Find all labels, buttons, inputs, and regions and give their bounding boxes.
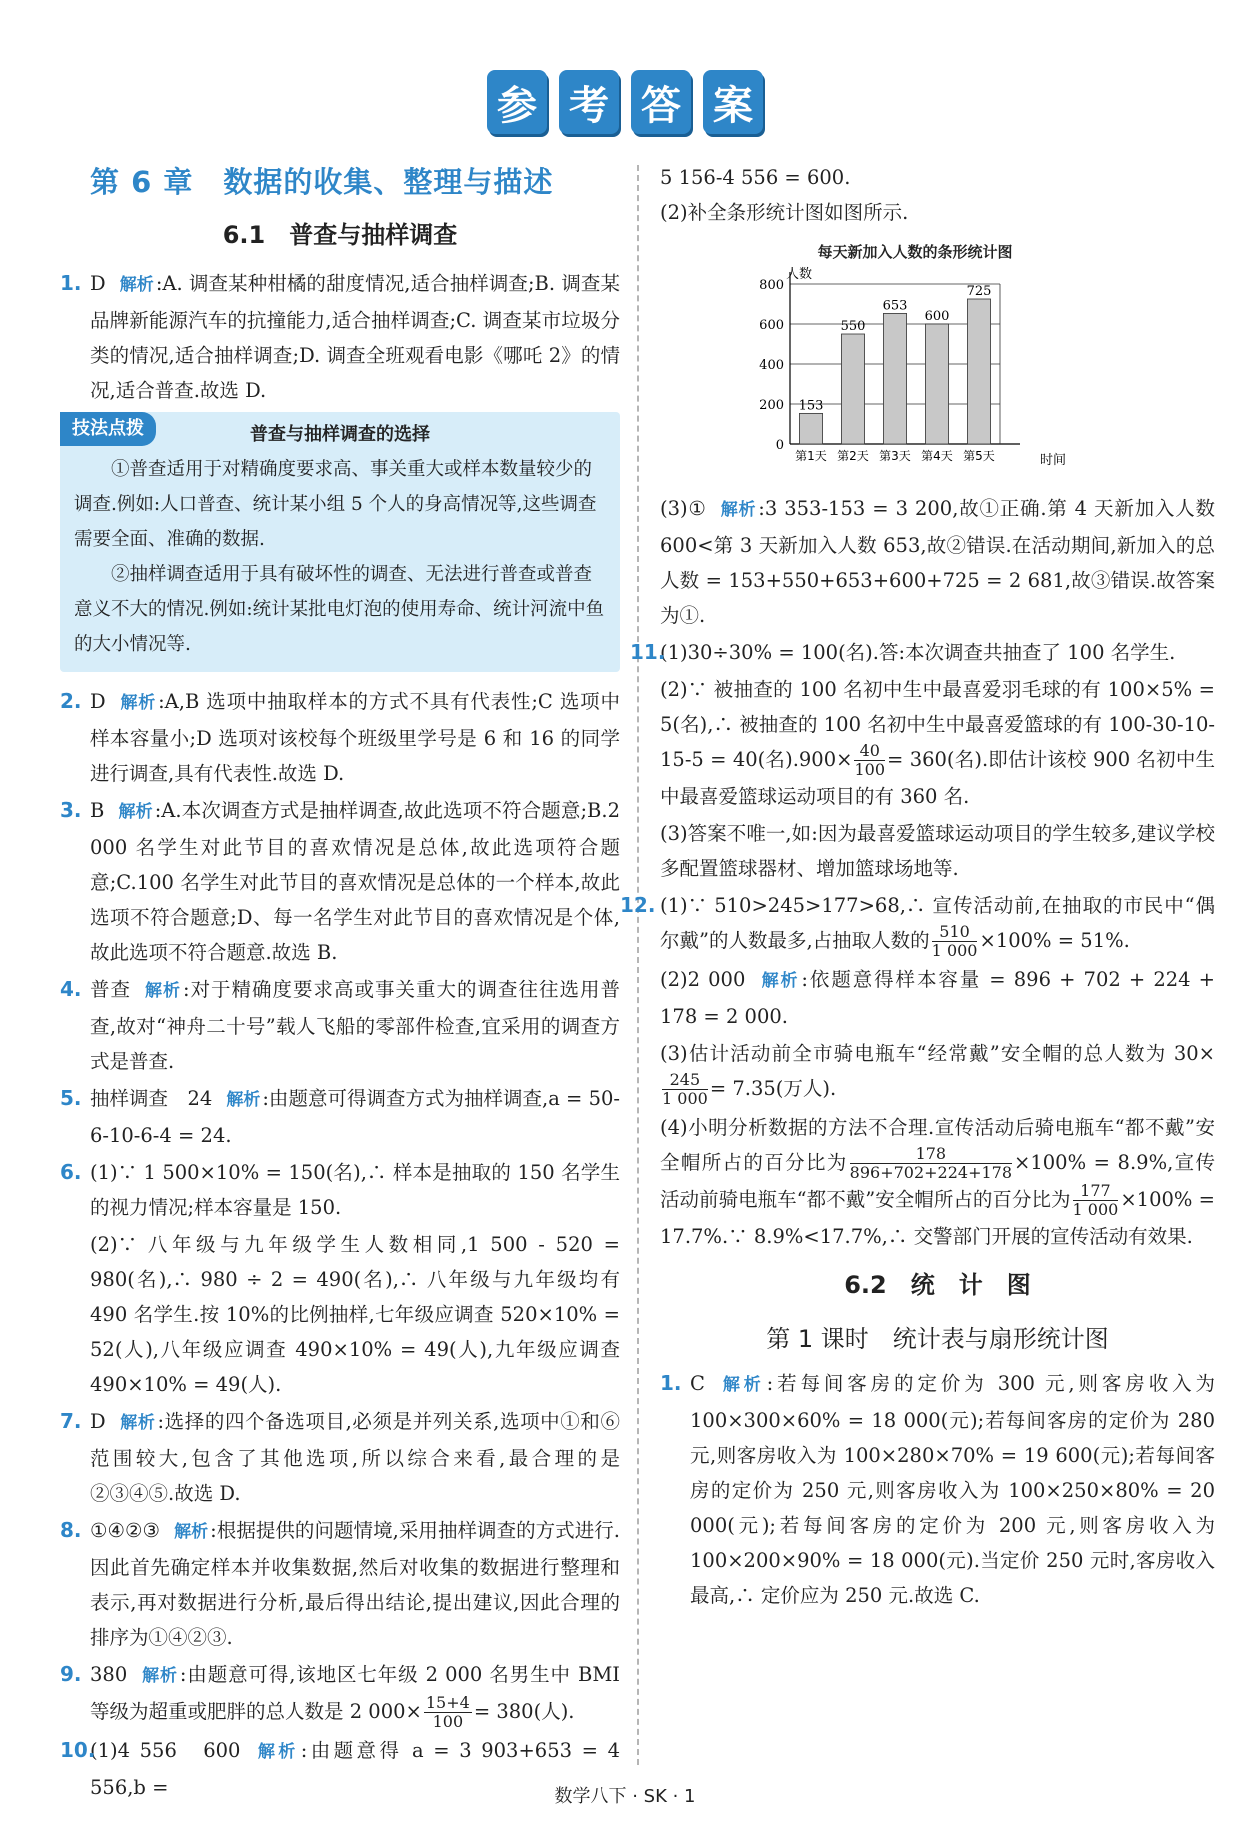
item-text: (1)∵ 510>245>177>68,∴ 宣传活动前,在抽取的市民中“偶尔戴”的人数最多,占抽取人数的 bbox=[660, 894, 1215, 952]
item-number: 9. bbox=[60, 1662, 82, 1686]
technique-tip-box bbox=[60, 412, 620, 672]
fraction-numerator: 177 bbox=[1073, 1182, 1119, 1201]
item-number: 5. bbox=[60, 1086, 82, 1110]
tip-title: 普查与抽样调查的选择 bbox=[250, 424, 430, 445]
analysis-label: 解析 bbox=[119, 275, 154, 295]
item-text: = 7.35(万人). bbox=[709, 1077, 837, 1100]
analysis-label: 解析 bbox=[254, 1742, 299, 1762]
item-text: :若每间客房的定价为 300 元,则客房收入为 100×300×60% = 18 000(元);若每间客房的定价为 280 元,则客房收入为 100×280×70% = 19 600(元);若每间客房的定价为 250 元,则客房收入为 100×250×80% = 20 000(元);若每间客房的定价为 200 元,则客房收入为 100×200×90% = 18 000(元).当定价 250 元时,客房收入最高,∴ 定价应为 250 元.故选 C. bbox=[690, 1372, 1215, 1607]
fraction bbox=[854, 742, 885, 779]
fraction-denominator: 1 000 bbox=[1072, 1200, 1119, 1219]
item-text: :由题意可得调查方式为抽样调查,a = 50-6-10-6-4 = 24. bbox=[90, 1087, 620, 1147]
y-tick-label: 200 bbox=[759, 398, 784, 413]
y-tick-label: 400 bbox=[759, 358, 784, 373]
header-char: 参 bbox=[487, 70, 547, 134]
header-char: 案 bbox=[703, 70, 763, 134]
item-text: = 380(人). bbox=[473, 1700, 575, 1723]
header-char: 考 bbox=[559, 70, 619, 134]
bar-value-label: 725 bbox=[966, 284, 992, 299]
answer-item-continued bbox=[660, 1110, 1215, 1254]
header-char: 答 bbox=[631, 70, 691, 134]
analysis-label: 解析 bbox=[718, 1375, 765, 1395]
analysis-label: 解析 bbox=[226, 1090, 261, 1110]
item-answer: C bbox=[690, 1372, 705, 1395]
item-number: 6. bbox=[60, 1160, 82, 1184]
bar bbox=[841, 334, 864, 444]
item-text: (2)2 000 bbox=[660, 968, 746, 991]
item-answer: 普查 bbox=[90, 978, 131, 1001]
item-answer: (1)4 556 600 bbox=[90, 1739, 241, 1762]
analysis-label: 解析 bbox=[119, 1413, 156, 1433]
analysis-label: 解析 bbox=[761, 971, 800, 991]
fraction-denominator: 1 000 bbox=[931, 941, 978, 960]
answer-item-continued bbox=[660, 816, 1215, 886]
bar bbox=[925, 324, 948, 444]
fraction bbox=[424, 1694, 472, 1731]
item-number: 12. bbox=[620, 893, 656, 917]
bar-chart bbox=[750, 240, 1080, 485]
tip-paragraph: ②抽样调查适用于具有破坏性的调查、无法进行普查或普查意义不大的情况.例如:统计某批电灯泡的使用寿命、统计河流中鱼的大小情况等. bbox=[74, 564, 605, 655]
item-answer: 抽样调查 24 bbox=[90, 1087, 213, 1110]
analysis-label: 解析 bbox=[145, 981, 181, 1001]
fraction-numerator: 178 bbox=[850, 1145, 1012, 1164]
bar-value-label: 153 bbox=[798, 398, 824, 414]
analysis-label: 解析 bbox=[119, 693, 157, 713]
analysis-label: 解析 bbox=[720, 500, 757, 520]
item-number: 7. bbox=[60, 1409, 82, 1433]
item-text: (2)∵ 被抽查的 100 名初中生中最喜爱羽毛球的有 100×5% = 5(名),∴ 被抽查的 100 名初中生中最喜爱篮球的有 100-30-10-15-5 = 40(名).900× bbox=[660, 678, 1215, 771]
chapter-title: 第 6 章 数据的收集、整理与描述 bbox=[90, 165, 554, 199]
item-number: 8. bbox=[60, 1518, 82, 1542]
fraction-numerator: 510 bbox=[932, 923, 978, 942]
item-number: 2. bbox=[60, 689, 82, 713]
analysis-label: 解析 bbox=[141, 1666, 178, 1686]
continued-text: 5 156-4 556 = 600. bbox=[660, 166, 851, 189]
answer-item-continued bbox=[660, 1036, 1215, 1108]
analysis-label: 解析 bbox=[174, 1522, 209, 1542]
item-text: :A.本次调查方式是抽样调查,故此选项不符合题意;B.2 000 名学生对此节目的喜欢情况是总体,故此选项符合题意;C.100 名学生对此节目的喜欢情况是总体的一个样本,故此选项不符合题意;D、每一名学生对此节目的喜欢情况是个体,故此选项不符合题意.故选 B. bbox=[90, 799, 620, 964]
item-text: (1)∵ 1 500×10% = 150(名),∴ 样本是抽取的 150 名学生的视力情况;样本容量是 150. bbox=[90, 1161, 620, 1219]
item-text: (2)∵ 八年级与九年级学生人数相同,1 500 - 520 = 980(名),∴ 980 ÷ 2 = 490(名),∴ 八年级与九年级均有 490 名学生.按 10%的比例抽样,七年级应调查 520×10% = 52(人),八年级应调查 490×10% = 49(人),九年级应调查 490×10% = 49(人). bbox=[90, 1233, 620, 1396]
answer-item bbox=[60, 1081, 620, 1153]
y-axis-label: 人数 bbox=[786, 267, 813, 282]
column-divider bbox=[637, 165, 639, 1765]
bar-chart-svg bbox=[750, 264, 1080, 474]
answer-item bbox=[60, 972, 620, 1079]
bar bbox=[883, 313, 906, 444]
answer-item bbox=[60, 684, 620, 791]
continued-text: (2)补全条形统计图如图所示. bbox=[660, 201, 909, 224]
bar-value-label: 653 bbox=[882, 298, 908, 314]
right-column bbox=[620, 160, 1216, 1615]
tip-paragraph: ①普查适用于对精确度要求高、事关重大或样本数量较少的调查.例如:人口普查、统计某小组 5 个人的身高情况等,这些调查需要全面、准确的数据. bbox=[74, 459, 597, 550]
item-number: 10. bbox=[60, 1738, 96, 1762]
answer-item-continued bbox=[660, 962, 1215, 1034]
x-tick-label: 第3天 bbox=[879, 449, 911, 463]
section-title-6-1: 6.1 普查与抽样调查 bbox=[222, 221, 458, 249]
item-text: ×100% = 8.9%,宣传活动前骑电瓶车“都不戴”安全帽所占的百分比为 bbox=[660, 1151, 1215, 1211]
item-answer: B bbox=[90, 799, 105, 822]
item-text: (3)估计活动前全市骑电瓶车“经常戴”安全帽的总人数为 30× bbox=[660, 1042, 1215, 1065]
fraction-numerator: 40 bbox=[854, 742, 885, 761]
y-tick-label: 600 bbox=[759, 318, 784, 333]
item-text: (1)30÷30% = 100(名).答:本次调查共抽查了 100 名学生. bbox=[660, 641, 1176, 664]
page-footer: 数学八下 · SK · 1 bbox=[554, 1786, 696, 1807]
item-text: (4)小明分析数据的方法不合理.宣传活动后骑电瓶车“都不戴”安全帽所占的百分比为 bbox=[660, 1116, 1215, 1174]
lesson-title: 第 1 课时 统计表与扇形统计图 bbox=[766, 1325, 1109, 1353]
answer-item bbox=[630, 635, 1215, 670]
item-text: :选择的四个备选项目,必须是并列关系,选项中①和⑥范围较大,包含了其他选项,所以综合来看,最合理的是②③④⑤.故选 D. bbox=[90, 1410, 621, 1505]
x-axis-label: 时间 bbox=[1040, 453, 1067, 468]
tip-tag: 技法点拨 bbox=[60, 412, 156, 446]
answer-item bbox=[660, 1366, 1215, 1613]
y-tick-label: 800 bbox=[759, 278, 784, 293]
item-text: :由题意得 a = 3 903+653 = 4 556,b = bbox=[90, 1739, 620, 1799]
fraction bbox=[662, 1071, 708, 1108]
item-text: :3 353-153 = 3 200,故①正确.第 4 天新加入人数 600<第 3 天新加入人数 653,故②错误.在活动期间,新加入的总人数 = 153+550+653+600+725 = 2 681,故③错误.故答案为①. bbox=[660, 497, 1216, 627]
answer-item bbox=[60, 1657, 620, 1731]
answer-item bbox=[60, 1513, 620, 1655]
answer-item bbox=[60, 266, 620, 408]
fraction-numerator: 15+4 bbox=[425, 1693, 470, 1712]
bar-value-label: 600 bbox=[924, 309, 950, 324]
item-number: 1. bbox=[60, 271, 82, 295]
answer-item bbox=[60, 1404, 620, 1511]
left-column bbox=[60, 160, 620, 1807]
item-number: 4. bbox=[60, 977, 82, 1001]
item-text: ×100% = 51%. bbox=[979, 929, 1130, 952]
fraction-denominator: 100 bbox=[432, 1712, 464, 1731]
item-text: (3)答案不唯一,如:因为最喜爱篮球运动项目的学生较多,建议学校多配置篮球器材、增加篮球场地等. bbox=[660, 822, 1215, 880]
bar-value-label: 550 bbox=[840, 319, 866, 334]
bar bbox=[799, 413, 822, 444]
item-answer: D bbox=[90, 690, 106, 713]
item-answer: D bbox=[90, 1410, 106, 1433]
item-answer: 380 bbox=[90, 1663, 128, 1686]
x-tick-label: 第1天 bbox=[795, 449, 827, 463]
analysis-label: 解析 bbox=[118, 802, 153, 822]
fraction bbox=[932, 923, 978, 960]
item-text: ×100% = 17.7%.∵ 8.9%<17.7%,∴ 交警部门开展的宣传活动有效果. bbox=[660, 1188, 1215, 1248]
section-title-6-2: 6.2 统 计 图 bbox=[844, 1271, 1031, 1299]
x-tick-label: 第5天 bbox=[963, 449, 995, 463]
item-text: :对于精确度要求高或事关重大的调查往往选用普查,故对“神舟二十号”载人飞船的零部件检查,宜采用的调查方式是普查. bbox=[90, 978, 620, 1073]
answer-item-continued bbox=[660, 672, 1215, 814]
item-part-label: (3)① bbox=[660, 497, 707, 520]
item-text: :根据提供的问题情境,采用抽样调查的方式进行.因此首先确定样本并收集数据,然后对收集的数据进行整理和表示,再对数据进行分析,最后得出结论,提出建议,因此合理的排序为①④②③. bbox=[90, 1519, 620, 1649]
item-answer: D bbox=[90, 272, 106, 295]
answer-item-continued bbox=[660, 491, 1215, 633]
answer-item-continued bbox=[60, 1227, 620, 1402]
item-number: 1. bbox=[660, 1371, 682, 1395]
x-tick-label: 第4天 bbox=[921, 449, 953, 463]
answer-item bbox=[620, 888, 1215, 960]
answer-item bbox=[60, 1155, 620, 1225]
fraction bbox=[850, 1145, 1012, 1182]
item-number: 3. bbox=[60, 798, 82, 822]
fraction-denominator: 1 000 bbox=[662, 1089, 708, 1108]
item-answer: ①④②③ bbox=[90, 1519, 161, 1542]
chart-title: 每天新加入人数的条形统计图 bbox=[817, 243, 1013, 261]
fraction bbox=[1073, 1182, 1119, 1219]
item-text: :由题意可得,该地区七年级 2 000 名男生中 BMI 等级为超重或肥胖的总人数是 2 000× bbox=[90, 1663, 620, 1723]
fraction-denominator: 100 bbox=[854, 760, 886, 779]
x-tick-label: 第2天 bbox=[837, 449, 869, 463]
fraction-numerator: 245 bbox=[662, 1071, 708, 1090]
item-text: = 360(名).即估计该校 900 名初中生中最喜爱篮球运动项目的有 360 名. bbox=[660, 748, 1215, 808]
bar bbox=[967, 299, 990, 444]
item-text: :依题意得样本容量 = 896 + 702 + 224 + 178 = 2 000. bbox=[660, 968, 1215, 1028]
item-text: :A,B 选项中抽取样本的方式不具有代表性;C 选项中样本容量小;D 选项对该校每个班级里学号是 6 和 16 的同学进行调查,具有代表性.故选 D. bbox=[90, 690, 620, 785]
answer-item bbox=[60, 793, 620, 970]
fraction-denominator: 896+702+224+178 bbox=[849, 1163, 1013, 1182]
item-number: 11. bbox=[630, 640, 666, 664]
page-header bbox=[0, 70, 1250, 134]
item-text: :A. 调查某种柑橘的甜度情况,适合抽样调查;B. 调查某品牌新能源汽车的抗撞能力,适合抽样调查;C. 调查某市垃圾分类的情况,适合抽样调查;D. 调查全班观看电影《哪吒 2》的情况,适合普查.故选 D. bbox=[90, 272, 620, 402]
y-tick-label: 0 bbox=[775, 438, 784, 453]
